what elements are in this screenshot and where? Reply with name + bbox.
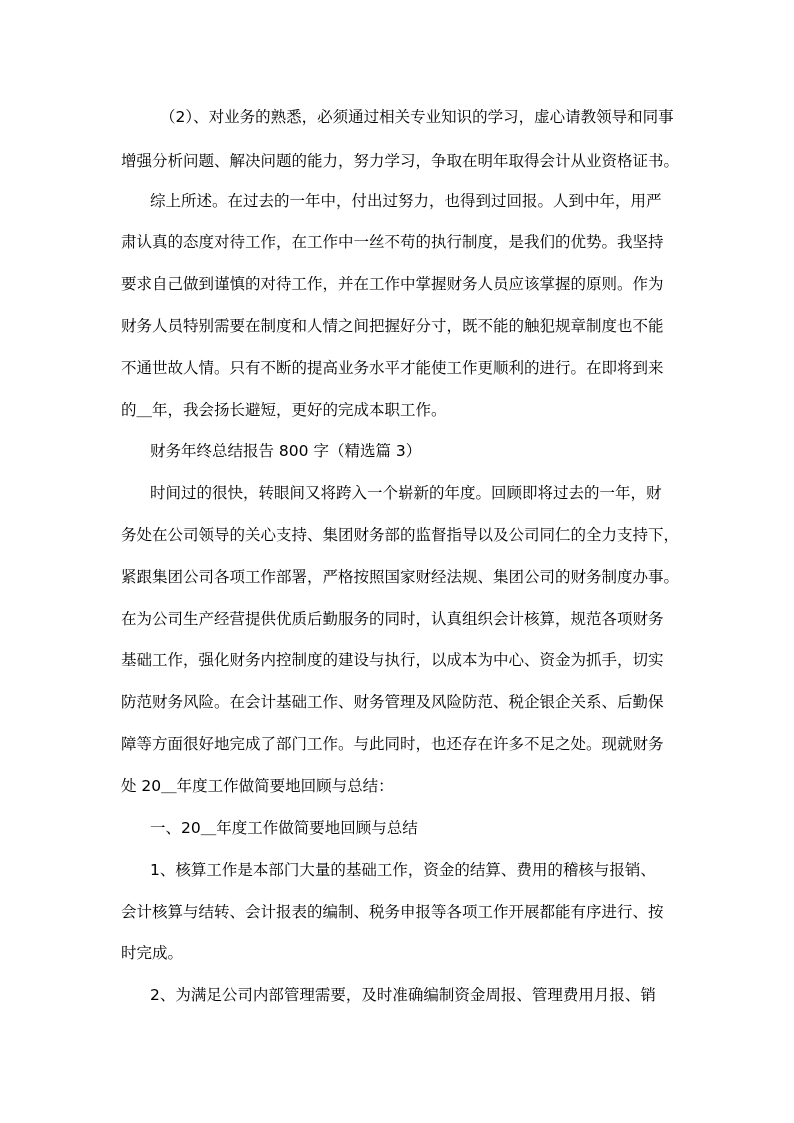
paragraph-line: 防范财务风险。在会计基础工作、财务管理及风险防范、税企银企关系、后勤保 [121,693,664,711]
paragraph-line: 肃认真的态度对待工作，在工作中一丝不苟的执行制度，是我们的优势。我坚持 [121,233,664,251]
paragraph-line: 基础工作，强化财务内控制度的建设与执行，以成本为中心、资金为抓手，切实 [121,651,664,669]
paragraph-line: 时完成。 [121,944,184,962]
paragraph-line: 时间过的很快，转眼间又将跨入一个崭新的年度。回顾即将过去的一年，财 [150,484,662,502]
paragraph-line: 要求自己做到谨慎的对待工作，并在工作中掌握财务人员应该掌握的原则。作为 [121,275,664,293]
paragraph-line: 会计核算与结转、会计报表的编制、税务申报等各项工作开展都能有序进行、按 [121,903,664,921]
paragraph-line: 增强分析问题、解决问题的能力，努力学习，争取在明年取得会计从业资格证书。 [121,152,680,170]
paragraph-line: 1、核算工作是本部门大量的基础工作，资金的结算、费用的稽核与报销、 [150,861,656,879]
paragraph-line: 的＿年，我会扬长避短，更好的完成本职工作。 [121,401,447,419]
paragraph-line: 在为公司生产经营提供优质后勤服务的同时，认真组织会计核算，规范各项财务 [121,610,664,628]
paragraph-line: 综上所述。在过去的一年中，付出过努力，也得到过回报。人到中年，用严 [150,192,662,210]
subsection-heading: 一、20＿年度工作做简要地回顾与总结 [150,819,418,837]
paragraph-line: 不通世故人情。只有不断的提高业务水平才能使工作更顺利的进行。在即将到来 [121,359,664,377]
paragraph-line: 处 20＿年度工作做简要地回顾与总结： [121,777,394,795]
paragraph-line: 务处在公司领导的关心支持、集团财务部的监督指导以及公司同仁的全力支持下， [121,526,680,544]
paragraph-line: 障等方面很好地完成了部门工作。与此同时，也还存在许多不足之处。现就财务 [121,735,664,753]
paragraph-line: 财务人员特别需要在制度和人情之间把握好分寸，既不能的触犯规章制度也不能 [121,317,664,335]
paragraph-line: 紧跟集团公司各项工作部署，严格按照国家财经法规、集团公司的财务制度办事。 [121,568,680,586]
section-heading: 财务年终总结报告 800 字（精选篇 3） [150,442,422,460]
paragraph-line: （2）、对业务的熟悉，必须通过相关专业知识的学习，虚心请教领导和同事 [160,108,674,126]
paragraph-line: 2、为满足公司内部管理需要，及时准确编制资金周报、管理费用月报、销 [150,986,656,1004]
